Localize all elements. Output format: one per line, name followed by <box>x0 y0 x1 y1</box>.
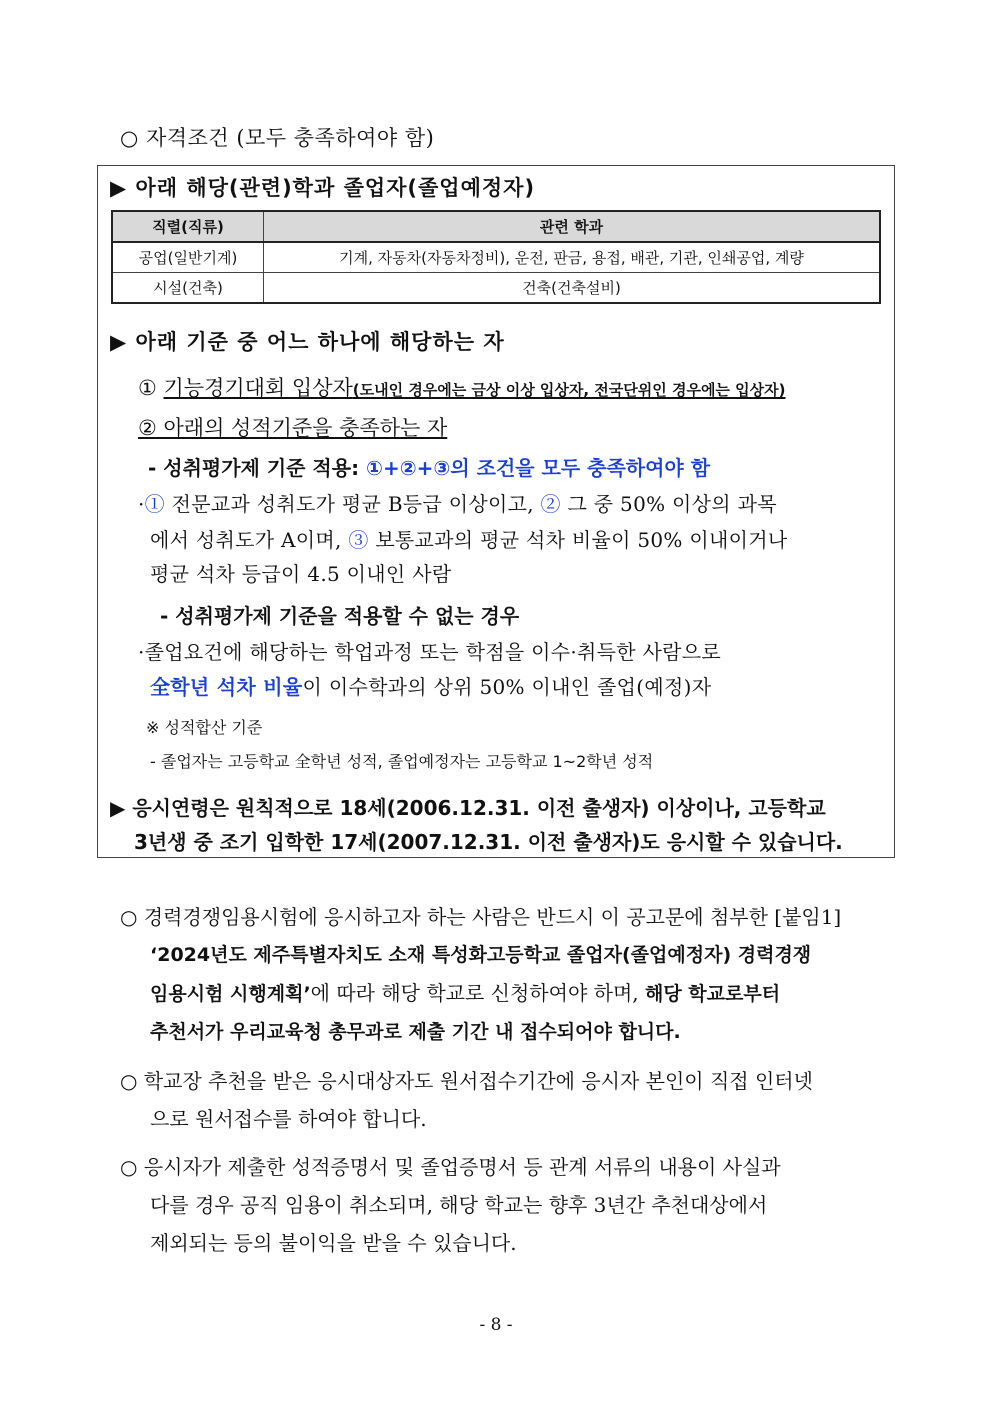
department-table <box>111 210 881 304</box>
item-award-main: 기능경기대회 입상자(도내인 경우에는 금상 이상 입상자, 전국단위인 경우에는 입상자) <box>163 376 786 400</box>
item-grade-criteria: ② 아래의 성적기준을 충족하는 자 <box>138 416 448 440</box>
note-body: - 졸업자는 고등학교 全학년 성적, 졸업예정자는 고등학교 1~2학년 성적 <box>150 752 654 771</box>
table-header-cell: 관련 학과 <box>264 211 881 242</box>
age-line2: 3년생 중 조기 입학한 17세(2007.12.31. 이전 출생자)도 응시할 수 있습니다. <box>134 830 843 854</box>
paragraph-online-application: ○ 학교장 추천을 받은 응시대상자도 원서접수기간에 응시자 본인이 직접 인터넷 으로 원서접수를 하여야 합니다. <box>120 1069 813 1131</box>
paragraph-application: ○ 경력경쟁임용시험에 응시하고자 하는 사람은 반드시 이 공고문에 첨부한 [붙임1] ‘2024년도 제주특별자치도 소재 특성화고등학교 졸업자(졸업예정자) 경력경쟁 임용시험 시행계획’에 따라 해당 학교로 신청하여야 하며, 해당 학교로부터 추천서가 우리교육청 총무과로 제출 기간 내 접수되어야 합니다. <box>120 905 842 1043</box>
bullet2-line1: ·졸업요건에 해당하는 학업과정 또는 학점을 이수·취득한 사람으로 <box>138 640 721 664</box>
note-title: ※ 성적합산 기준 <box>146 718 263 737</box>
bullet1-line2: 에서 성취도가 A이며, ③ 보통교과의 평균 석차 비율이 50% 이내이거나 <box>150 528 788 552</box>
table-header-cell: 직렬(직류) <box>112 211 264 242</box>
table-cell: 시설(건축) <box>112 273 264 304</box>
criteria-title: ▶ 아래 기준 중 어느 하나에 해당하는 자 <box>110 330 505 354</box>
criteria-highlight: ①+②+③의 조건을 모두 충족하여야 함 <box>366 456 711 480</box>
table-row <box>112 242 880 273</box>
item-number: ① <box>138 376 157 400</box>
no-criteria-label: - 성취평가제 기준을 적용할 수 없는 경우 <box>160 604 520 628</box>
table-header-row <box>112 211 880 242</box>
age-line1: ▶ 응시연령은 원칙적으로 18세(2006.12.31. 이전 출생자) 이상이나, 고등학교 <box>110 796 826 820</box>
achievement-criteria-line: - 성취평가제 기준 적용: ①+②+③의 조건을 모두 충족하여야 함 <box>148 456 711 480</box>
bullet1-line3: 평균 석차 등급이 4.5 이내인 사람 <box>150 562 452 586</box>
dept-title: ▶ 아래 해당(관련)학과 졸업자(졸업예정자) <box>110 176 536 200</box>
bullet2-line2: 全학년 석차 비율이 이수학과의 상위 50% 이내인 졸업(예정)자 <box>150 675 712 699</box>
table-row <box>112 273 880 304</box>
qualification-heading: ○ 자격조건 (모두 충족하여야 함) <box>120 126 435 150</box>
table-cell: 건축(건축설비) <box>264 273 881 304</box>
bullet1-line1: ·① 전문교과 성취도가 평균 B등급 이상이고, ② 그 중 50% 이상의 과목 <box>138 492 777 516</box>
rank-highlight: 全학년 석차 비율 <box>150 675 303 699</box>
item-award-winner <box>138 372 785 402</box>
table-cell: 공업(일반기계) <box>112 242 264 273</box>
page-number: - 8 - <box>479 1315 513 1335</box>
paragraph-cancellation: ○ 응시자가 제출한 성적증명서 및 졸업증명서 등 관계 서류의 내용이 사실과 다를 경우 공직 임용이 취소되며, 해당 학교는 향후 3년간 추천대상에서 제외되는 등의 불이익을 받을 수 있습니다. <box>120 1155 781 1255</box>
table-cell: 기계, 자동차(자동차정비), 운전, 판금, 용접, 배관, 기관, 인쇄공업, 계량 <box>264 242 881 273</box>
